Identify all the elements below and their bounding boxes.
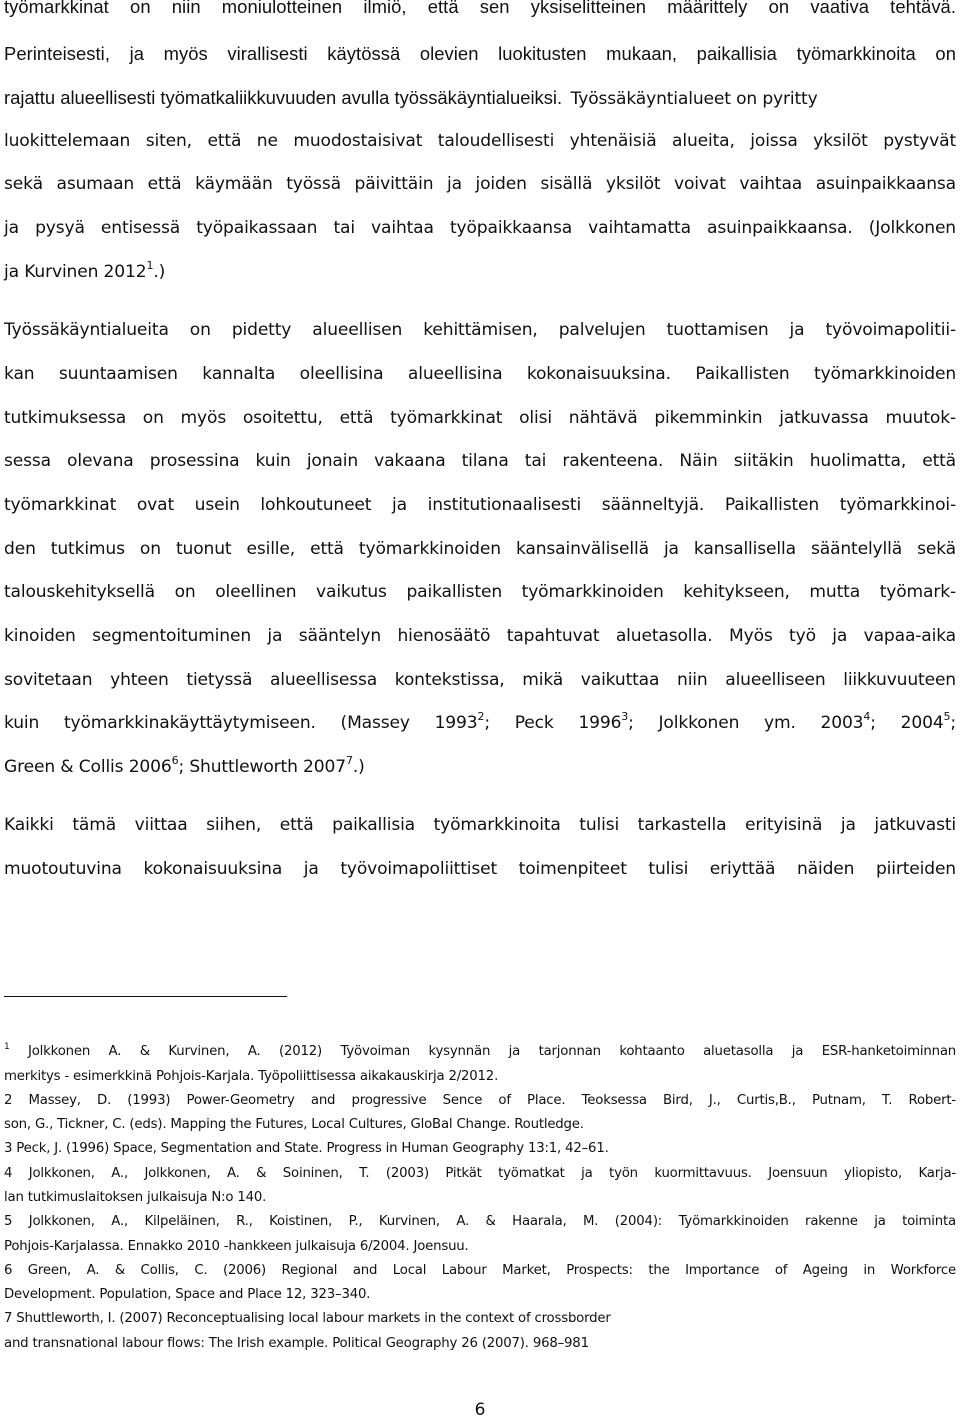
footnote-line: 2 Massey, D. (1993) Power-Geometry and progressive Sence of Place. Teoksessa Bird, J., Curtis,B., Putnam, T. Robert- <box>4 1093 956 1108</box>
text-line: kan suuntaamisen kannalta oleellisina alueellisina kokonaisuuksina. Paikallisten työmarkkinoiden <box>4 364 956 384</box>
text-segment: .) <box>352 757 365 777</box>
text-segment: Työssäkäyntialueet on pyritty <box>570 89 818 109</box>
text-segment: ; Peck 1996 <box>484 713 622 733</box>
text-segment: rajattu alueellisesti työmatkaliikkuvuuden avulla työssäkäyntialueiksi. <box>4 87 563 108</box>
footnote-line: 7 Shuttleworth, I. (2007) Reconceptualising local labour markets in the context of crossborder <box>4 1311 611 1326</box>
text-line: talouskehityksellä on oleellinen vaikutus paikallisten työmarkkinoiden kehitykseen, mutta työmark- <box>4 582 956 602</box>
footnote-line: lan tutkimuslaitoksen julkaisuja N:o 140. <box>4 1190 267 1205</box>
text-line: työmarkkinat ovat usein lohkoutuneet ja institutionaalisesti säänneltyjä. Paikallisten työmarkkinoi- <box>4 495 956 515</box>
footnote-ref: 7 <box>345 754 353 767</box>
footnote-line: Pohjois-Karjalassa. Ennakko 2010 -hankkeen julkaisuja 6/2004. Joensuu. <box>4 1239 469 1254</box>
text-line: Perinteisesti, ja myös virallisesti käytössä olevien luokitusten mukaan, paikallisia työmarkkinoita on <box>4 43 956 64</box>
footnote-mark: 1 <box>4 1042 10 1052</box>
footnote-line: merkitys - esimerkkinä Pohjois-Karjala. Työpoliittisessa aikakauskirja 2/2012. <box>4 1069 499 1084</box>
text-segment: ; Shuttleworth 2007 <box>178 757 346 777</box>
text-line: sekä asumaan että käymään työssä päivittäin ja joiden sisällä yksilöt voivat vaihtaa asuinpaikkaansa <box>4 174 956 194</box>
footnote-separator <box>4 996 287 997</box>
footnote-line <box>4 1044 956 1059</box>
footnote-line: son, G., Tickner, C. (eds). Mapping the Futures, Local Cultures, GloBal Change. Routledge. <box>4 1117 584 1132</box>
text-line <box>4 754 956 777</box>
footnote-line: and transnational labour flows: The Irish example. Political Geography 26 (2007). 968–981 <box>4 1336 589 1351</box>
text-line: den tutkimus on tuonut esille, että työmarkkinoiden kansainvälisellä ja kansallisella sääntelyllä sekä <box>4 539 956 559</box>
footnote-ref: 1 <box>146 259 154 272</box>
text-line <box>4 87 956 109</box>
text-line: tutkimuksessa on myös osoitettu, että työmarkkinat olisi nähtävä pikemminkin jatkuvassa muutok- <box>4 408 956 428</box>
page-number: 6 <box>474 1400 486 1420</box>
text-line: Kaikki tämä viittaa siihen, että paikallisia työmarkkinoita tulisi tarkastella erityisinä ja jatkuvasti <box>4 815 956 835</box>
text-line: sovitetaan yhteen tietyssä alueellisessa kontekstissa, mikä vaikuttaa niin alueelliseen liikkuvuuteen <box>4 670 956 690</box>
text-segment: .) <box>153 262 166 282</box>
text-segment: Jolkkonen A. & Kurvinen, A. (2012) Työvoiman kysynnän ja tarjonnan kohtaanto aluetasolla ja ESR-hanketoiminnan <box>28 1044 956 1059</box>
text-line: sessa olevana prosessina kuin jonain vakaana tilana tai rakenteena. Näin siitäkin huolimatta, että <box>4 451 956 471</box>
text-segment: ja Kurvinen 2012 <box>4 262 147 282</box>
footnote-line: Development. Population, Space and Place 12, 323–340. <box>4 1287 371 1302</box>
text-line: työmarkkinat on niin moniulotteinen ilmiö, että sen yksiselitteinen määrittely on vaativa tehtävä. <box>4 0 956 17</box>
text-line <box>4 259 956 282</box>
footnote-line: 6 Green, A. & Collis, C. (2006) Regional and Local Labour Market, Prospects: the Importance of Ageing in Workforce <box>4 1263 956 1278</box>
text-line: muotoutuvina kokonaisuuksina ja työvoimapoliittiset toimenpiteet tulisi eriyttää näiden piirteiden <box>4 859 956 879</box>
text-segment: ; <box>950 713 957 733</box>
footnote-ref: 2 <box>477 710 485 723</box>
footnote-line: 3 Peck, J. (1996) Space, Segmentation and State. Progress in Human Geography 13:1, 42–61. <box>4 1141 609 1156</box>
text-segment: kuin työmarkkinakäyttäytymiseen. (Massey 1993 <box>4 713 478 733</box>
text-line: Työssäkäyntialueita on pidetty alueellisen kehittämisen, palvelujen tuottamisen ja työvoimapolitii- <box>4 320 956 340</box>
text-line: kinoiden segmentoituminen ja sääntelyn hienosäätö tapahtuvat aluetasolla. Myös työ ja vapaa-aika <box>4 626 956 646</box>
text-segment: ; Jolkkonen ym. 2003 <box>628 713 864 733</box>
text-segment: ; 2004 <box>870 713 944 733</box>
footnote-ref: 3 <box>621 710 629 723</box>
footnote-ref: 5 <box>943 710 951 723</box>
text-line: ja pysyä entisessä työpaikassaan tai vaihtaa työpaikkaansa vaihtamatta asuinpaikkaansa. (Jolkkonen <box>4 218 956 238</box>
footnote-ref: 4 <box>863 710 871 723</box>
text-segment: Green & Collis 2006 <box>4 757 172 777</box>
footnote-line: 5 Jolkkonen, A., Kilpeläinen, R., Koistinen, P., Kurvinen, A. & Haarala, M. (2004): Työmarkkinoiden rakenne ja toiminta <box>4 1214 956 1229</box>
text-line <box>4 710 957 733</box>
text-line: luokittelemaan siten, että ne muodostaisivat taloudellisesti yhtenäisiä alueita, joissa yksilöt pystyvät <box>4 131 956 151</box>
footnote-ref: 6 <box>171 754 179 767</box>
footnote-line: 4 Jolkkonen, A., Jolkkonen, A. & Soininen, T. (2003) Pitkät työmatkat ja työn kuormittavuus. Joensuun yliopisto, Karja- <box>4 1166 956 1181</box>
